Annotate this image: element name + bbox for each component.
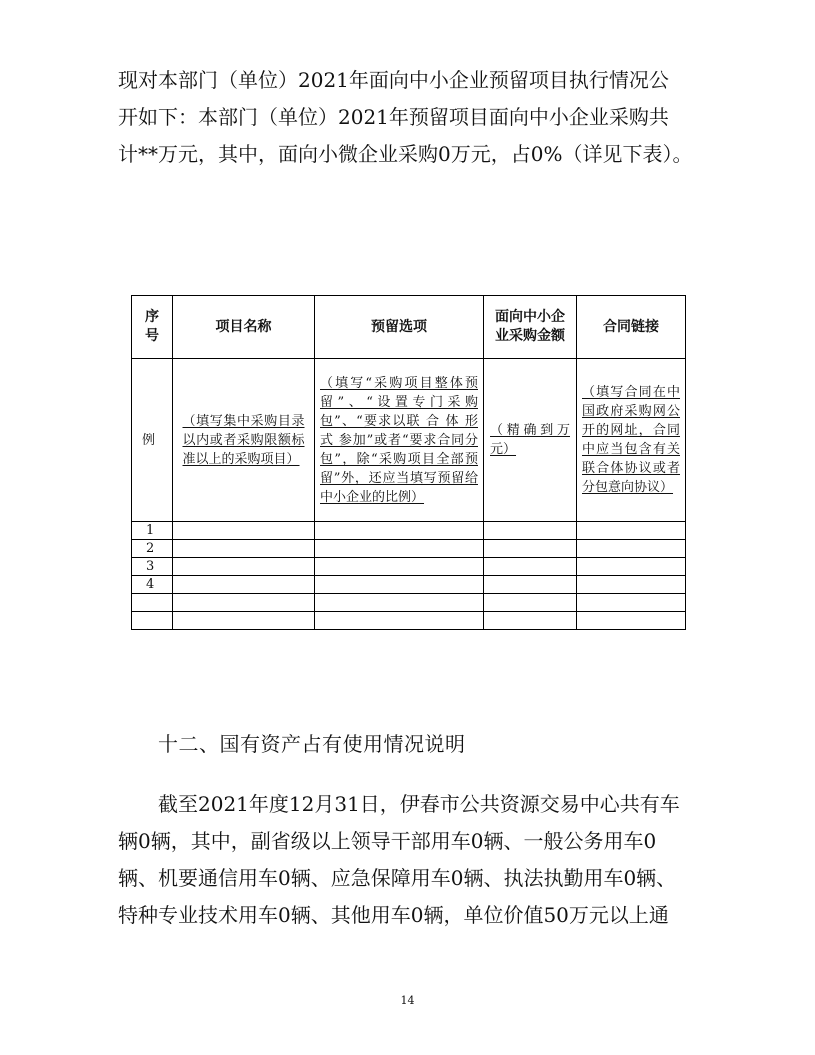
table-row xyxy=(132,612,686,630)
assets-line: 辆、机要通信用车0辆、应急保障用车0辆、执法执勤用车0辆、 xyxy=(118,866,677,890)
assets-line: 特种专业技术用车0辆、其他用车0辆，单位价值50万元以上通 xyxy=(118,903,669,927)
table-row: 1 xyxy=(132,522,686,540)
intro-line: 现对本部门（单位）2021年面向中小企业预留项目执行情况公 xyxy=(118,68,669,92)
header-index: 序号 xyxy=(132,296,173,359)
example-link: （填写合同在中国政府采购网公开的网址，合同中应当包含有关联合体协议或者分包意向协议） xyxy=(577,359,686,522)
header-contract-link: 合同链接 xyxy=(577,296,686,359)
example-option: （填写“采购项目整体预留”、“设置专门采购包”、“要求以联 合 体 形 式 参加”或者“要求合同分包”，除“采购项目全部预留”外，还应当填写预留给中小企业的比例） xyxy=(315,359,484,522)
example-index: 例 xyxy=(132,359,173,522)
procurement-table xyxy=(131,295,686,630)
assets-paragraph xyxy=(118,786,698,934)
table-row-example xyxy=(132,359,686,522)
intro-line: 计**万元，其中，面向小微企业采购0万元，占0%（详见下表）。 xyxy=(118,142,693,166)
header-project-name: 项目名称 xyxy=(173,296,315,359)
intro-paragraph xyxy=(118,62,698,173)
assets-line: 辆0辆，其中，副省级以上领导干部用车0辆、一般公务用车0 xyxy=(118,829,657,853)
table-row: 3 xyxy=(132,558,686,576)
header-reserve-option: 预留选项 xyxy=(315,296,484,359)
table-row: 2 xyxy=(132,540,686,558)
assets-line: 截至2021年度12月31日，伊春市公共资源交易中心共有车 xyxy=(158,792,680,816)
section-title: 十二、国有资产占有使用情况说明 xyxy=(158,732,466,756)
header-sme-amount: 面向中小企业采购金额 xyxy=(484,296,577,359)
table-row xyxy=(132,594,686,612)
intro-line: 开如下：本部门（单位）2021年预留项目面向中小企业采购共 xyxy=(118,105,669,129)
page-number: 14 xyxy=(400,994,415,1007)
example-amount: （精确到万元） xyxy=(484,359,577,522)
example-name: （填写集中采购目录以内或者采购限额标准以上的采购项目） xyxy=(173,359,315,522)
table-row: 4 xyxy=(132,576,686,594)
table-header-row xyxy=(132,296,686,359)
